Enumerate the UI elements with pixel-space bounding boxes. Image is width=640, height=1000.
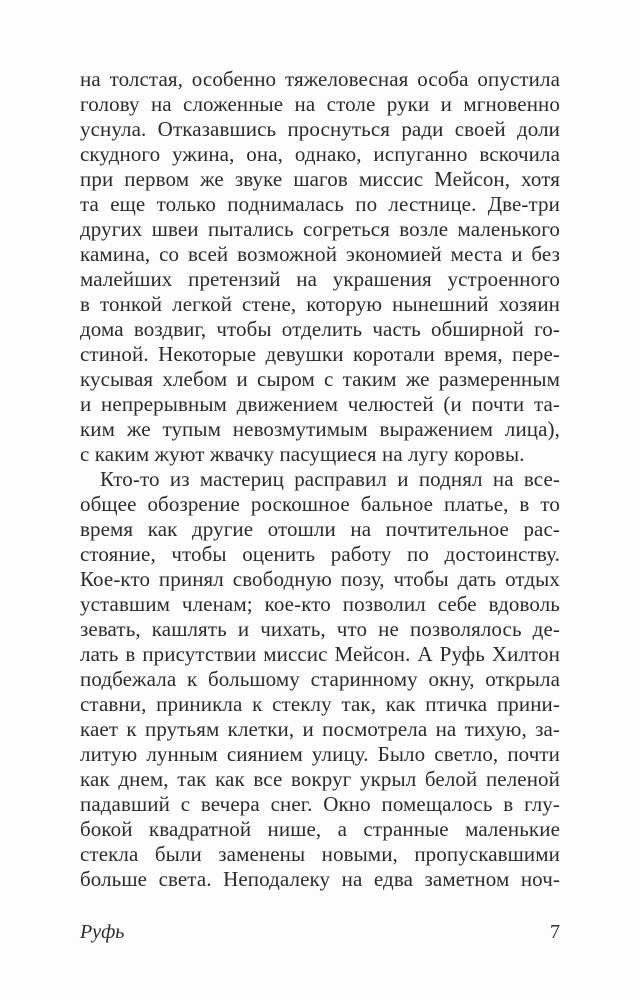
text-line: литую лунным сиянием улицу. Было светло, почти xyxy=(80,742,560,766)
text-line: голову на сложенные на столе руки и мгновенно xyxy=(80,92,560,116)
text-line: и непрерывным движением челюстей (и почти та- xyxy=(80,392,560,416)
running-title: Руфь xyxy=(80,921,125,943)
text-line: как днем, так как все вокруг укрыл белой пеленой xyxy=(80,767,560,791)
text-line: в тонкой легкой стене, которую нынешний хозяин xyxy=(80,292,560,316)
text-line: на толстая, особенно тяжеловесная особа опустила xyxy=(80,67,560,91)
text-line: бокой квадратной нише, а странные маленькие xyxy=(80,817,560,841)
text-line: та еще только поднималась по лестнице. Две-три xyxy=(80,192,560,216)
text-line: ставни, приникла к стеклу так, как птичка прини- xyxy=(80,692,560,716)
text-line: скудного ужина, она, однако, испуганно вскочила xyxy=(80,142,560,166)
paragraph-2 xyxy=(80,467,560,892)
text-line: кает к прутьям клетки, и посмотрела на тихую, за- xyxy=(80,717,560,741)
text-line: стиной. Некоторые девушки коротали время, пере- xyxy=(80,342,560,366)
text-line: стояние, чтобы оценить работу по достоинству. xyxy=(80,542,560,566)
text-line: уснула. Отказавшись проснуться ради своей доли xyxy=(80,117,560,141)
text-line: с каким жуют жвачку пасущиеся на лугу коровы. xyxy=(80,442,525,466)
text-line: уставшим членам; кое-кто позволил себе вдоволь xyxy=(80,592,560,616)
paragraph-1 xyxy=(80,67,560,467)
text-line: зевать, кашлять и чихать, что не позволялось де- xyxy=(80,617,560,641)
page-footer xyxy=(80,920,560,944)
text-line: лать в присутствии миссис Мейсон. А Руфь Хилтон xyxy=(80,642,560,666)
body-text xyxy=(80,67,560,892)
text-line: при первом же звуке шагов миссис Мейсон, хотя xyxy=(80,167,560,191)
text-line: камина, со всей возможной экономией места и без xyxy=(80,242,560,266)
page-number: 7 xyxy=(550,921,560,943)
text-line: ким же тупым невозмутимым выражением лица), xyxy=(80,417,560,441)
text-line: больше света. Неподалеку на едва заметном ноч- xyxy=(80,867,560,891)
text-line: кусывая хлебом и сыром с таким же размеренным xyxy=(80,367,560,391)
text-line: время как другие отошли на почтительное рас- xyxy=(80,517,560,541)
text-line: Кое-кто принял свободную позу, чтобы дать отдых xyxy=(80,567,560,591)
text-line: дома воздвиг, чтобы отделить часть обширной го- xyxy=(80,317,560,341)
text-line: Кто-то из мастериц расправил и поднял на все- xyxy=(100,467,560,491)
text-line: стекла были заменены новыми, пропускавшими xyxy=(80,842,560,866)
text-line: малейших претензий на украшения устроенного xyxy=(80,267,560,291)
text-line: других швеи пытались согреться возле маленького xyxy=(80,217,560,241)
text-line: падавший с вечера снег. Окно помещалось в глу- xyxy=(80,792,560,816)
text-line: подбежала к большому старинному окну, открыла xyxy=(80,667,560,691)
text-line: общее обозрение роскошное бальное платье, в то xyxy=(80,492,560,516)
